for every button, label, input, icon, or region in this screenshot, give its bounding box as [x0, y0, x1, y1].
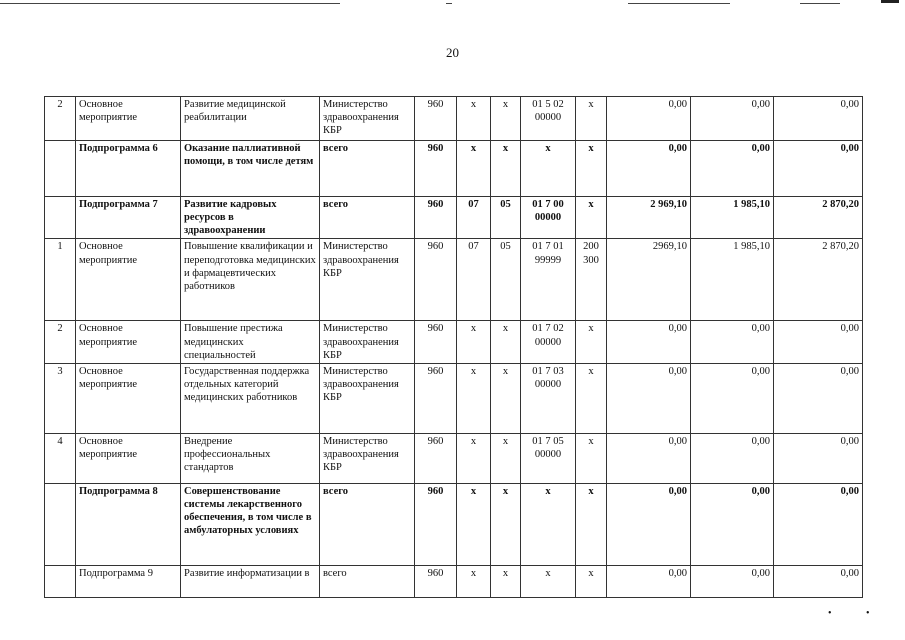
row-executor: Министерство здравоохранения КБР — [320, 321, 415, 363]
row-year3: 0,00 — [774, 321, 863, 363]
table-row — [45, 197, 863, 239]
row-pr: 05 — [491, 239, 521, 321]
row-name: Государственная поддержка отдельных категорий медицинских работников — [181, 363, 320, 433]
row-year3: 2 870,20 — [774, 239, 863, 321]
row-csr: х — [521, 565, 576, 597]
corner-mark — [881, 0, 899, 3]
row-year3: 0,00 — [774, 141, 863, 197]
row-type: Подпрограмма 9 — [76, 565, 181, 597]
row-year2: 0,00 — [691, 565, 774, 597]
row-year2: 0,00 — [691, 363, 774, 433]
row-csr: х — [521, 483, 576, 565]
row-name: Развитие информатизации в — [181, 565, 320, 597]
top-rule-4 — [800, 3, 840, 4]
row-year1: 0,00 — [607, 433, 691, 483]
row-grbs: 960 — [415, 197, 457, 239]
row-pr: х — [491, 433, 521, 483]
row-vr: х — [576, 565, 607, 597]
budget-table — [44, 96, 863, 598]
row-number: 3 — [45, 363, 76, 433]
row-year1: 2969,10 — [607, 239, 691, 321]
row-year2: 1 985,10 — [691, 239, 774, 321]
row-year3: 0,00 — [774, 483, 863, 565]
row-grbs: 960 — [415, 433, 457, 483]
row-type: Подпрограмма 7 — [76, 197, 181, 239]
row-year1: 2 969,10 — [607, 197, 691, 239]
row-type: Подпрограмма 6 — [76, 141, 181, 197]
row-grbs: 960 — [415, 97, 457, 141]
row-year2: 1 985,10 — [691, 197, 774, 239]
row-name: Повышение квалификации и переподготовка медицинских и фармацевтических работников — [181, 239, 320, 321]
row-number: 1 — [45, 239, 76, 321]
row-year3: 0,00 — [774, 97, 863, 141]
row-type: Основное мероприятие — [76, 97, 181, 141]
row-pr: х — [491, 565, 521, 597]
table-row — [45, 363, 863, 433]
row-number — [45, 483, 76, 565]
row-type: Подпрограмма 8 — [76, 483, 181, 565]
row-csr: х — [521, 141, 576, 197]
row-number — [45, 141, 76, 197]
row-pr: х — [491, 321, 521, 363]
row-executor: Министерство здравоохранения КБР — [320, 363, 415, 433]
row-csr: 01 7 05 00000 — [521, 433, 576, 483]
table-row — [45, 141, 863, 197]
top-rule-1 — [0, 3, 340, 4]
row-pr: 05 — [491, 197, 521, 239]
row-name: Оказание паллиативной помощи, в том числе детям — [181, 141, 320, 197]
row-grbs: 960 — [415, 141, 457, 197]
row-vr: х — [576, 483, 607, 565]
row-year2: 0,00 — [691, 97, 774, 141]
row-vr: 200 300 — [576, 239, 607, 321]
table-row — [45, 321, 863, 363]
table-row — [45, 239, 863, 321]
row-year3: 2 870,20 — [774, 197, 863, 239]
row-rz: х — [457, 363, 491, 433]
table-row — [45, 97, 863, 141]
row-year2: 0,00 — [691, 321, 774, 363]
row-year1: 0,00 — [607, 363, 691, 433]
row-type: Основное мероприятие — [76, 363, 181, 433]
row-number: 2 — [45, 321, 76, 363]
footer-dot-1: • — [828, 608, 832, 619]
row-rz: х — [457, 483, 491, 565]
row-type: Основное мероприятие — [76, 321, 181, 363]
row-year2: 0,00 — [691, 483, 774, 565]
row-grbs: 960 — [415, 565, 457, 597]
row-pr: х — [491, 363, 521, 433]
row-number — [45, 565, 76, 597]
row-csr: 01 7 00 00000 — [521, 197, 576, 239]
row-rz: х — [457, 321, 491, 363]
row-year1: 0,00 — [607, 565, 691, 597]
row-executor: Министерство здравоохранения КБР — [320, 239, 415, 321]
table-row — [45, 483, 863, 565]
page-number: 20 — [446, 45, 459, 60]
row-csr: 01 5 02 00000 — [521, 97, 576, 141]
table-row — [45, 565, 863, 597]
row-executor: Министерство здравоохранения КБР — [320, 433, 415, 483]
top-rule-3 — [628, 3, 730, 4]
row-year3: 0,00 — [774, 433, 863, 483]
row-csr: 01 7 02 00000 — [521, 321, 576, 363]
row-name: Совершенствование системы лекарственного обеспечения, в том числе в амбулаторных условиях — [181, 483, 320, 565]
table-row — [45, 433, 863, 483]
row-csr: 01 7 01 99999 — [521, 239, 576, 321]
row-number — [45, 197, 76, 239]
row-vr: х — [576, 321, 607, 363]
row-grbs: 960 — [415, 483, 457, 565]
row-year1: 0,00 — [607, 483, 691, 565]
row-rz: 07 — [457, 197, 491, 239]
row-type: Основное мероприятие — [76, 239, 181, 321]
row-year1: 0,00 — [607, 97, 691, 141]
row-executor: всего — [320, 141, 415, 197]
row-name: Развитие медицинской реабилитации — [181, 97, 320, 141]
row-rz: х — [457, 141, 491, 197]
row-year1: 0,00 — [607, 141, 691, 197]
footer-dot-2: • — [866, 608, 870, 619]
row-rz: х — [457, 97, 491, 141]
row-executor: всего — [320, 483, 415, 565]
row-pr: х — [491, 97, 521, 141]
row-grbs: 960 — [415, 321, 457, 363]
row-year2: 0,00 — [691, 433, 774, 483]
row-number: 4 — [45, 433, 76, 483]
row-vr: х — [576, 141, 607, 197]
row-pr: х — [491, 483, 521, 565]
row-csr: 01 7 03 00000 — [521, 363, 576, 433]
row-year2: 0,00 — [691, 141, 774, 197]
row-rz: х — [457, 433, 491, 483]
row-rz: 07 — [457, 239, 491, 321]
row-year1: 0,00 — [607, 321, 691, 363]
row-name: Повышение престижа медицинских специальностей — [181, 321, 320, 363]
row-vr: х — [576, 197, 607, 239]
row-vr: х — [576, 433, 607, 483]
row-grbs: 960 — [415, 363, 457, 433]
row-vr: х — [576, 363, 607, 433]
row-executor: всего — [320, 565, 415, 597]
row-rz: х — [457, 565, 491, 597]
row-pr: х — [491, 141, 521, 197]
row-year3: 0,00 — [774, 565, 863, 597]
row-name: Развитие кадровых ресурсов в здравоохранении — [181, 197, 320, 239]
row-type: Основное мероприятие — [76, 433, 181, 483]
row-grbs: 960 — [415, 239, 457, 321]
row-vr: х — [576, 97, 607, 141]
row-executor: Министерство здравоохранения КБР — [320, 97, 415, 141]
top-rule-2 — [446, 3, 452, 4]
row-number: 2 — [45, 97, 76, 141]
row-name: Внедрение профессиональных стандартов — [181, 433, 320, 483]
row-executor: всего — [320, 197, 415, 239]
row-year3: 0,00 — [774, 363, 863, 433]
